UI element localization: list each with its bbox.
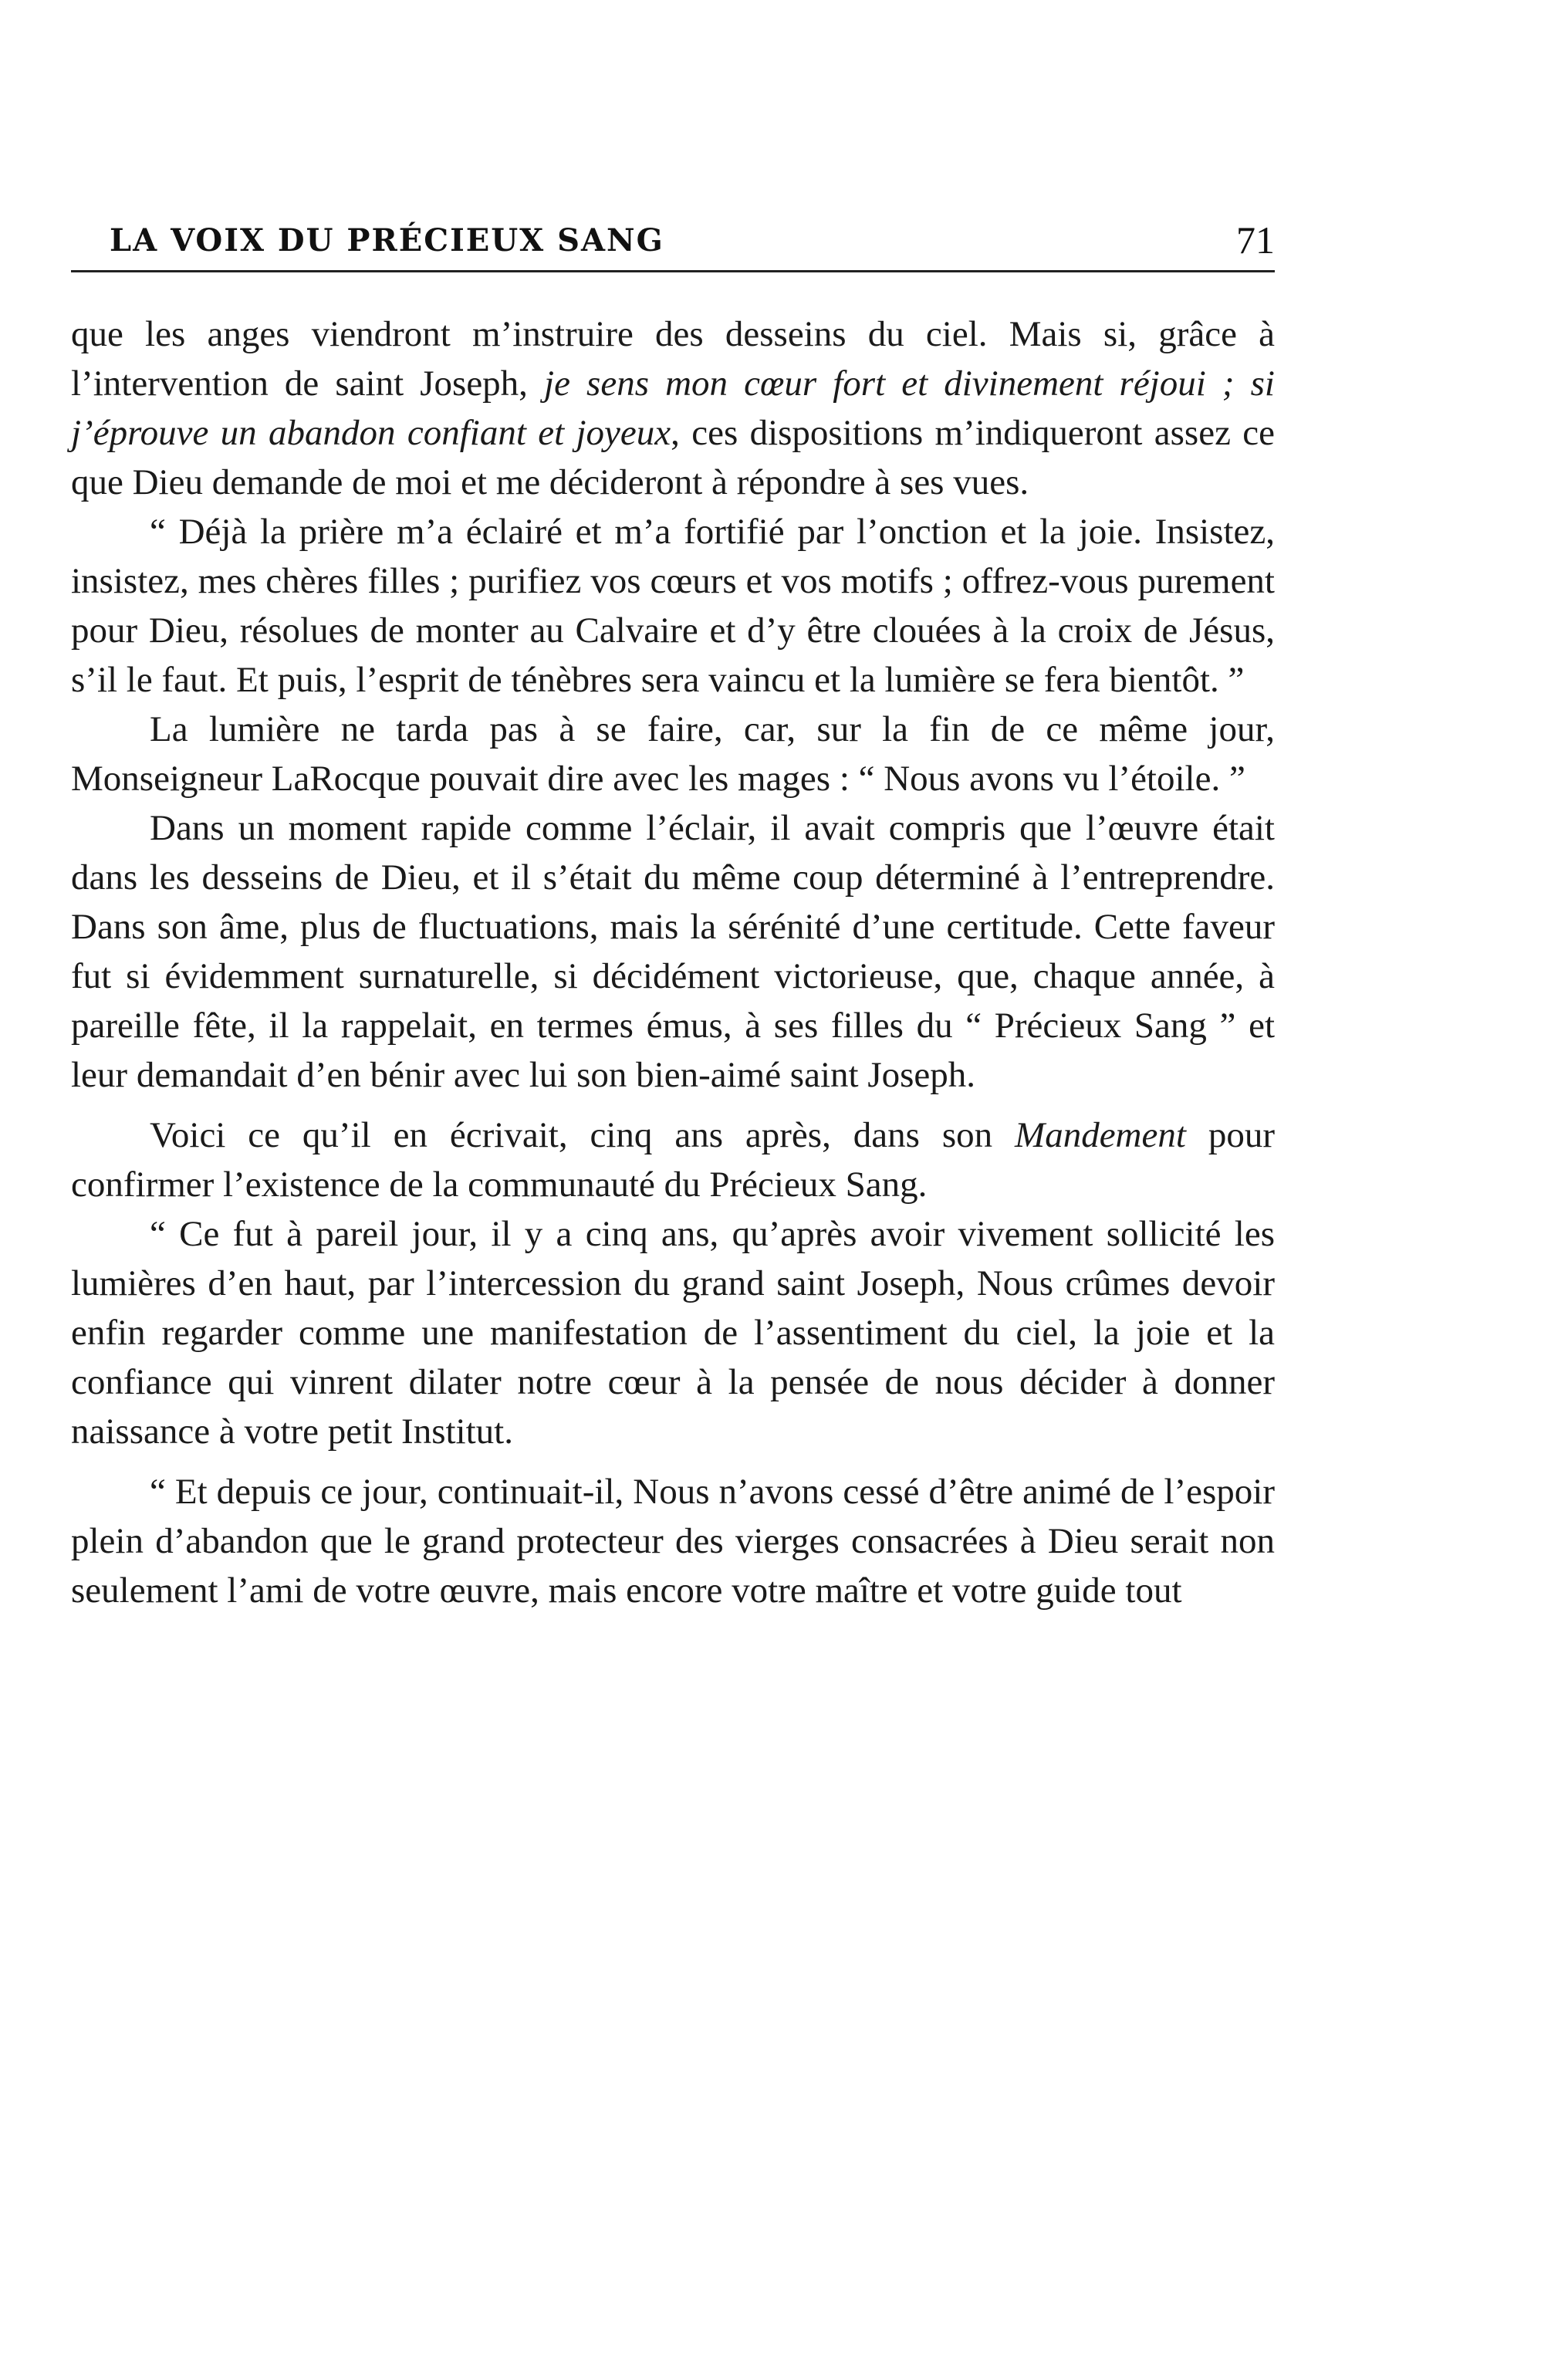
text-segment: Voici ce qu’il en écrivait, cinq ans après, dans son <box>150 1115 1015 1155</box>
body-text <box>71 309 1275 1615</box>
paragraph-2 <box>71 507 1275 705</box>
text-segment: Dans un moment rapide comme l’éclair, il avait compris que l’œuvre était dans les desseins de Dieu, et il s’était du même coup déterminé à l’entreprendre. Dans son âme, plus de fluctuations, mais la sérénité d’une certitude. Cette faveur fut si évidemment surnaturelle, si décidément victorieuse, que, chaque année, à pareille fête, il la rappelait, en termes émus, à ses filles du “ Précieux Sang ” et leur demandait d’en bénir avec lui son bien-aimé saint Joseph. <box>71 808 1275 1095</box>
book-page <box>71 216 1275 1615</box>
paragraph-4 <box>71 803 1275 1100</box>
paragraph-1 <box>71 309 1275 507</box>
text-segment: “ Et depuis ce jour, continuait-il, Nous n’avons cessé d’être animé de l’espoir plein d’abandon que le grand protecteur des vierges consacrées à Dieu serait non seulement l’ami de votre œuvre, mais encore votre maître et votre guide tout <box>71 1472 1275 1611</box>
paragraph-5 <box>71 1111 1275 1209</box>
text-segment: “ Déjà la prière m’a éclairé et m’a fortifié par l’onction et la joie. Insistez, insistez, mes chères filles ; purifiez vos cœurs et vos motifs ; offrez-vous purement pour Dieu, résolues de monter au Calvaire et d’y être clouées à la croix de Jésus, s’il le faut. Et puis, l’esprit de ténèbres sera vaincu et la lumière se fera bientôt. ” <box>71 512 1275 700</box>
page-number: 71 <box>1236 218 1275 262</box>
paragraph-7 <box>71 1467 1275 1615</box>
text-segment: pour confirmer l’existence de la communauté du Précieux Sang. <box>71 1115 1275 1205</box>
paragraph-3 <box>71 705 1275 803</box>
text-segment: “ Ce fut à pareil jour, il y a cinq ans, qu’après avoir vivement sollicité les lumières d’en haut, par l’intercession du grand saint Joseph, Nous crûmes devoir enfin regarder comme une manifestation de l’assentiment du ciel, la joie et la confiance qui vinrent dilater notre cœur à la pensée de nous décider à donner naissance à votre petit Institut. <box>71 1214 1275 1452</box>
italic-text: Mandement <box>1015 1115 1186 1155</box>
text-segment: , ces dispositions m’indiqueront assez ce que Dieu demande de moi et me décideront à répondre à ses vues. <box>71 413 1275 502</box>
paragraph-6 <box>71 1209 1275 1456</box>
italic-text: je sens mon cœur fort et divinement réjoui ; si j’éprouve un abandon confiant et joyeux <box>71 363 1275 453</box>
text-segment: que les anges viendront m’instruire des desseins du ciel. Mais si, grâce à l’intervention de saint Joseph, <box>71 314 1275 404</box>
text-segment: La lumière ne tarda pas à se faire, car, sur la fin de ce même jour, Monseigneur LaRocque pouvait dire avec les mages : “ Nous avons vu l’étoile. ” <box>71 709 1275 799</box>
running-title: LA VOIX DU PRÉCIEUX SANG <box>110 222 664 259</box>
running-header <box>71 216 1275 272</box>
